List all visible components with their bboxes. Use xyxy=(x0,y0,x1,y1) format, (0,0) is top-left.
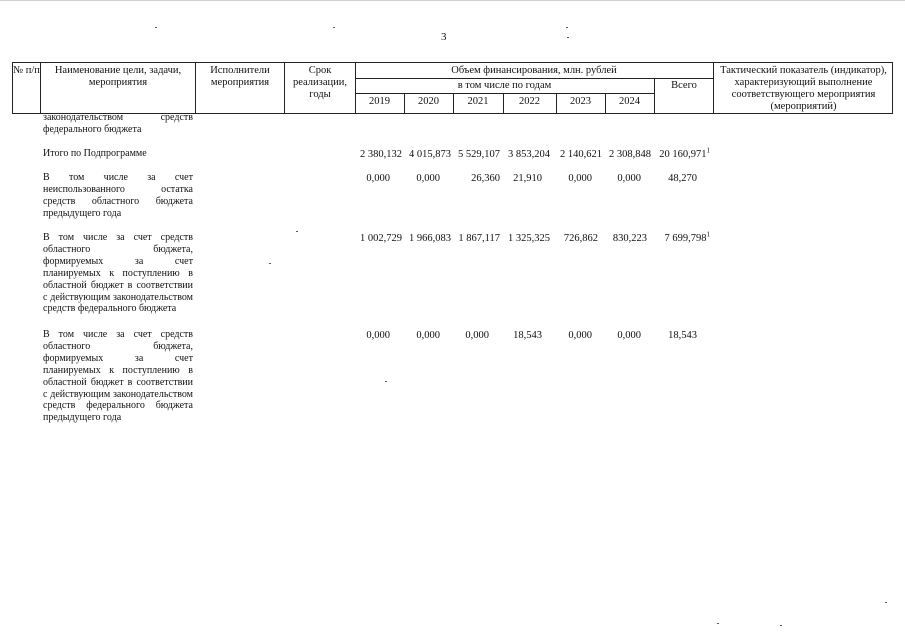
page-number: 3 xyxy=(441,31,447,43)
header-divider xyxy=(713,62,714,114)
footnote-mark: 1 xyxy=(706,146,710,155)
header-num: № п/п xyxy=(13,65,40,76)
row-value: 26,360 xyxy=(471,173,500,184)
scan-speck xyxy=(269,263,271,264)
row-value: 4 015,873 xyxy=(409,149,451,160)
row-value: 0,000 xyxy=(617,173,641,184)
header-year-2023: 2023 xyxy=(570,96,591,107)
scan-speck xyxy=(296,231,298,232)
header-year-2020: 2020 xyxy=(418,96,439,107)
header-year-2024: 2024 xyxy=(619,96,640,107)
row-value: 0,000 xyxy=(568,330,592,341)
row-value: 2 308,848 xyxy=(609,149,651,160)
row-value: 1 966,083 xyxy=(409,233,451,244)
scan-speck xyxy=(885,602,887,603)
header-funding: Объем финансирования, млн. рублей xyxy=(451,65,617,76)
row-value: 1 002,729 xyxy=(360,233,402,244)
row-value: 0,000 xyxy=(617,330,641,341)
scan-speck xyxy=(385,381,387,382)
header-year-2019: 2019 xyxy=(369,96,390,107)
row-value: 0,000 xyxy=(416,173,440,184)
header-name: Наименование цели, задачи, мероприятия xyxy=(54,65,182,88)
scan-speck xyxy=(566,27,568,28)
row-value: 3 853,204 xyxy=(508,149,550,160)
scan-speck xyxy=(780,625,782,626)
row-value: 18,543 xyxy=(513,330,542,341)
header-by-year: в том числе по годам xyxy=(457,80,552,91)
header-term: Срок реализации, годы xyxy=(293,65,347,100)
header-indicator: Тактический показатель (индикатор), характеризующий выполнение соответствующего мероприятия (мероприятий) xyxy=(720,65,887,112)
header-total: Всего xyxy=(671,80,697,91)
scan-speck xyxy=(333,27,335,28)
row-value: 21,910 xyxy=(513,173,542,184)
row-value: 2 380,132 xyxy=(360,149,402,160)
row-total xyxy=(664,230,711,244)
header-divider xyxy=(284,62,285,114)
row-total: 48,270 xyxy=(668,173,697,184)
scan-speck xyxy=(717,623,719,624)
footnote-mark: 1 xyxy=(706,230,710,239)
row-value: 1 867,117 xyxy=(458,233,500,244)
row-value: 0,000 xyxy=(416,330,440,341)
row-label: В том числе за счет средств областного бюджета, формируемых за счет планируемых к поступлению в областной бюджет в соответствии с действующим законодательством средств федерального бюджета предыдущего года xyxy=(43,329,193,424)
row-value: 0,000 xyxy=(568,173,592,184)
row-label: В том числе за счет средств областного бюджета, формируемых за счет планируемых к поступлению в областной бюджет в соответствии с действующим законодательством средств федерального бюджета xyxy=(43,232,193,315)
row-label: Итого по Подпрограмме xyxy=(43,148,147,159)
scan-speck xyxy=(567,37,569,38)
header-divider xyxy=(195,62,196,114)
row-value: 0,000 xyxy=(465,330,489,341)
row-value: 830,223 xyxy=(612,233,647,244)
row-total: 18,543 xyxy=(668,330,697,341)
header-divider xyxy=(355,93,654,94)
row-label: В том числе за счет неиспользованного остатка средств областного бюджета предыдущего года xyxy=(43,172,193,219)
row-total-value: 20 160,971 xyxy=(659,149,707,160)
row-value: 0,000 xyxy=(366,173,390,184)
header-year-2021: 2021 xyxy=(467,96,489,107)
carryover-text: законодательством средств федерального бюджета xyxy=(43,112,193,135)
row-value: 726,862 xyxy=(563,233,598,244)
row-total-value: 7 699,798 xyxy=(664,233,707,244)
scan-speck xyxy=(155,27,157,28)
header-divider xyxy=(355,78,713,79)
row-total xyxy=(659,146,710,160)
row-value: 0,000 xyxy=(366,330,390,341)
header-year-2022: 2022 xyxy=(519,96,540,107)
row-value: 1 325,325 xyxy=(508,233,550,244)
header-divider xyxy=(40,62,41,114)
row-value: 2 140,621 xyxy=(560,149,602,160)
row-value: 5 529,107 xyxy=(458,149,500,160)
top-border xyxy=(0,0,905,1)
header-executors: Исполнители мероприятия xyxy=(210,65,270,88)
